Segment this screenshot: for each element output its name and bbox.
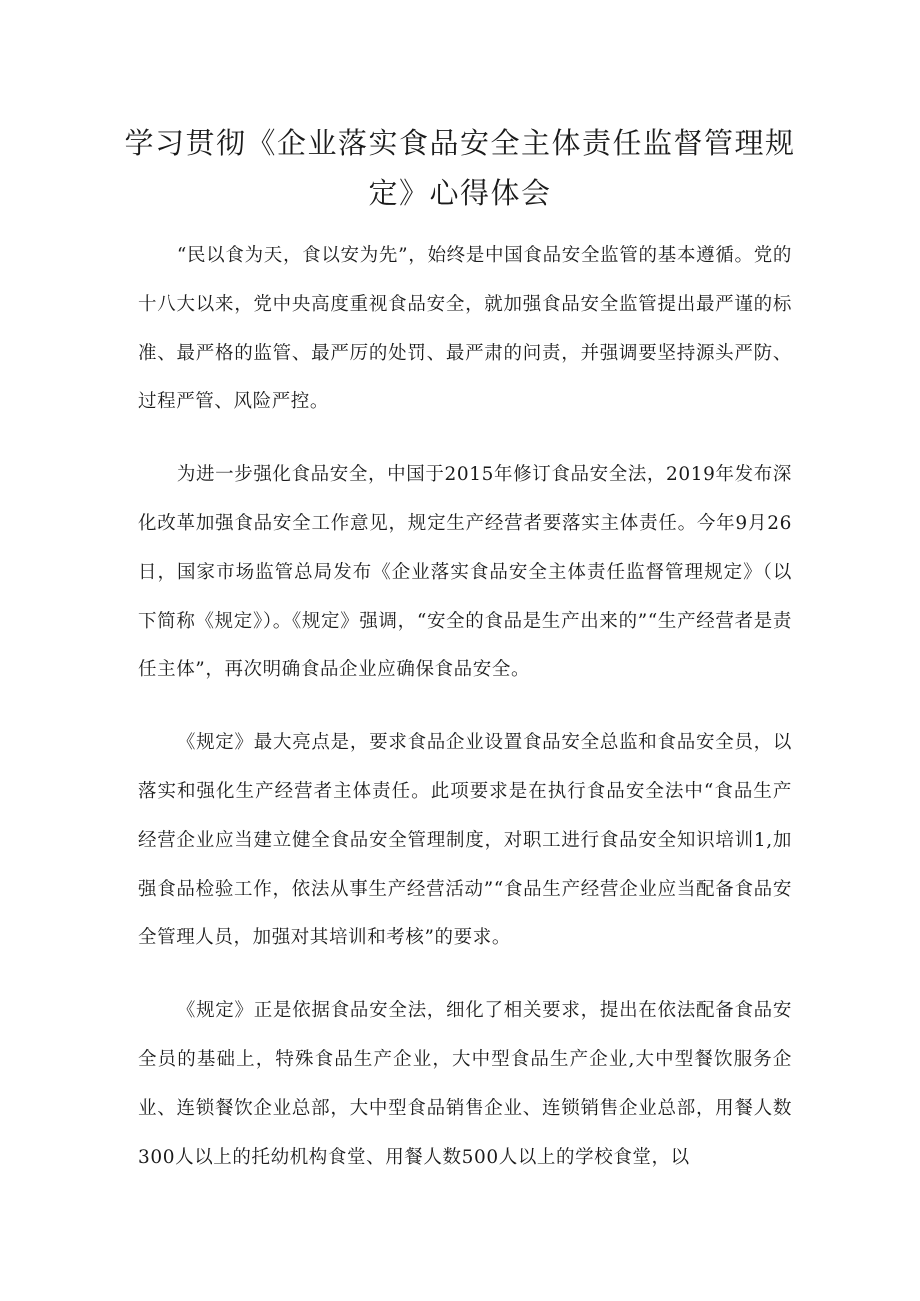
paragraph-1: “民以食为天，食以安为先”，始终是中国食品安全监管的基本遵循。党的十八大以来，党中央高度重视食品安全，就加强食品安全监管提出最严谨的标准、最严格的监管、最严厉的处罚、最严肃的问责，并强调要坚持源头严防、过程严管、风险严控。 (138, 245, 792, 413)
paragraph-3: 《规定》最大亮点是，要求食品企业设置食品安全总监和食品安全员，以落实和强化生产经营者主体责任。此项要求是在执行食品安全法中“食品生产经营企业应当建立健全食品安全管理制度，对职工进行食品安全知识培训1,加强食品检验工作，依法从事生产经营活动”“食品生产经营企业应当配备食品安全管理人员，加强对其培训和考核”的要求。 (138, 732, 792, 949)
document-title: 学习贯彻《企业落实食品安全主体责任监督管理规定》心得体会 (124, 126, 796, 210)
paragraph-2: 为进一步强化食品安全，中国于2015年修订食品安全法，2019年发布深化改革加强食品安全工作意见，规定生产经营者要落实主体责任。今年9月26日，国家市场监管总局发布《企业落实食品安全主体责任监督管理规定》（以下简称《规定》）。《规定》强调，“安全的食品是生产出来的”“生产经营者是责任主体”，再次明确食品企业应确保食品安全。 (138, 464, 792, 681)
paragraph-4: 《规定》正是依据食品安全法，细化了相关要求，提出在依法配备食品安全员的基础上，特殊食品生产企业，大中型食品生产企业,大中型餐饮服务企业、连锁餐饮企业总部，大中型食品销售企业、连锁销售企业总部，用餐人数300人以上的托幼机构食堂、用餐人数500人以上的学校食堂，以 (138, 1000, 792, 1168)
document-body (138, 232, 792, 1206)
